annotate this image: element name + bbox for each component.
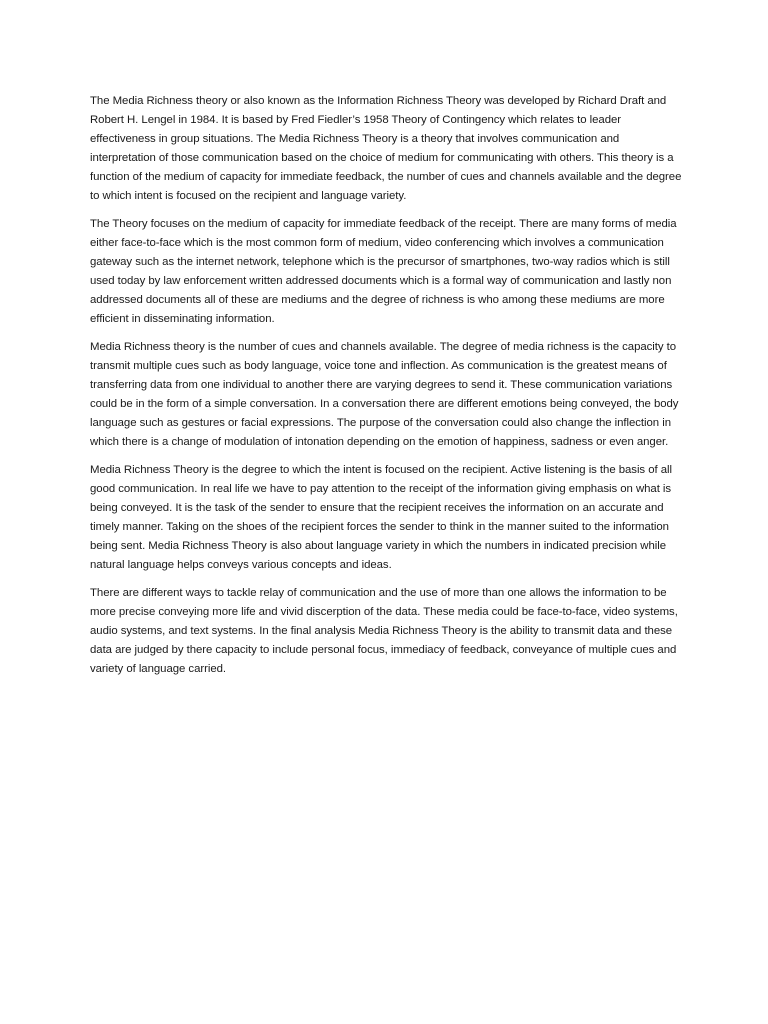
paragraph-5: There are different ways to tackle relay of communication and the use of more than one allows the information to be more precise conveying more life and vivid discerption of the data. These media could be face-to-face, video systems, audio systems, and text systems. In the final analysis Media Richness Theory is the ability to transmit data and these data are judged by there capacity to include personal focus, immediacy of feedback, conveyance of multiple cues and variety of language carried.	[90, 587, 678, 675]
paragraph-3: Media Richness theory is the number of cues and channels available. The degree of media richness is the capacity to transmit multiple cues such as body language, voice tone and inflection. As communication is the greatest means of transferring data from one individual to another there are varying degrees to send it. These communication variations could be in the form of a simple conversation. In a conversation there are different emotions being conveyed, the body language such as gestures or facial expressions. The purpose of the conversation could also change the inflection in which there is a change of modulation of intonation depending on the emotion of happiness, sadness or even anger.	[90, 341, 679, 448]
paragraph-4: Media Richness Theory is the degree to which the intent is focused on the recipient. Active listening is the basis of all good communication. In real life we have to pay attention to the receipt of the information giving emphasis on what is being conveyed. It is the task of the sender to ensure that the recipient receives the information on an accurate and timely manner. Taking on the shoes of the recipient forces the sender to think in the manner suited to the information being sent. Media Richness Theory is also about language variety in which the numbers in indicated precision while natural language helps conveys various concepts and ideas.	[90, 464, 672, 571]
paragraph-2: The Theory focuses on the medium of capacity for immediate feedback of the receipt. There are many forms of media either face-to-face which is the most common form of medium, video conferencing which involves a communication gateway such as the internet network, telephone which is the precursor of smartphones, two-way radios which is still used today by law enforcement written addressed documents which is a formal way of communication and lastly non addressed documents all of these are mediums and the degree of richness is who among these mediums are more efficient in disseminating information.	[90, 218, 677, 325]
document-body	[90, 92, 682, 688]
paragraph-1: The Media Richness theory or also known as the Information Richness Theory was developed by Richard Draft and Robert H. Lengel in 1984. It is based by Fred Fiedler’s 1958 Theory of Contingency which relates to leader effectiveness in group situations. The Media Richness Theory is a theory that involves communication and interpretation of those communication based on the choice of medium for communicating with others. This theory is a function of the medium of capacity for immediate feedback, the number of cues and channels available and the degree to which intent is focused on the recipient and language variety.	[90, 95, 682, 202]
